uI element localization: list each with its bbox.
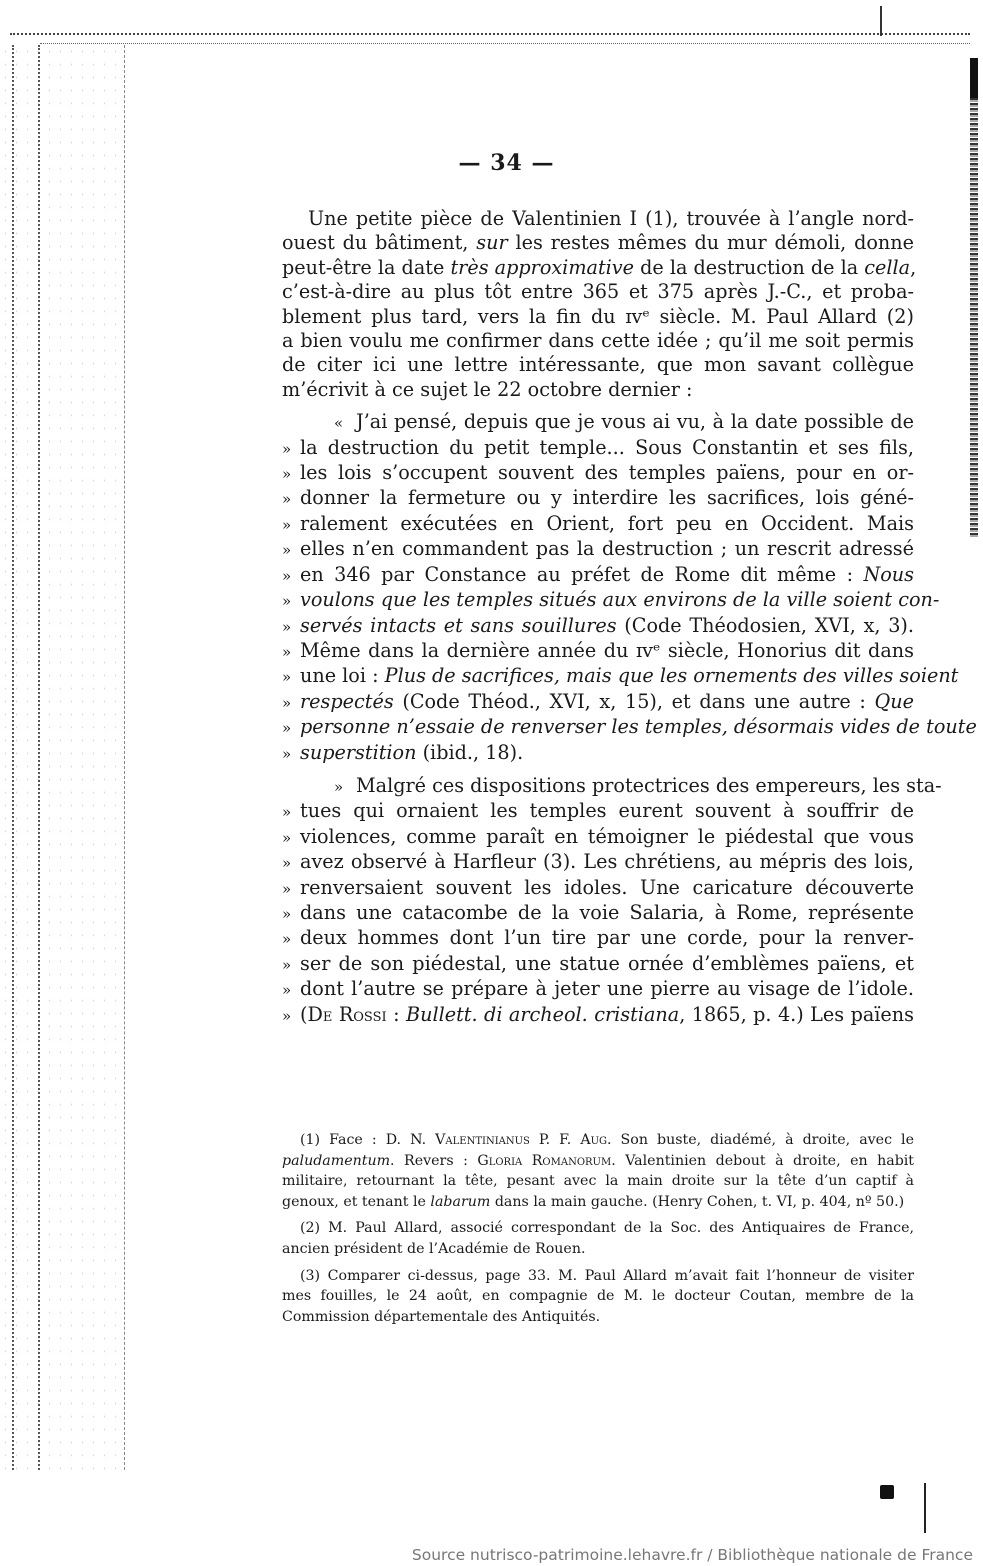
scan-speckle-margin — [0, 45, 124, 1470]
body-text — [282, 207, 977, 1028]
text-line: a bien voulu me confirmer dans cette idée ; qu’il me soit permis — [282, 329, 914, 353]
quote-line: » tues qui ornaient les temples eurent souvent à souffrir de — [308, 799, 914, 824]
text-line: c’est-à-dire au plus tôt entre 365 et 375 après J.-C., et proba- — [282, 280, 914, 304]
quote-line: » (De Rossi : Bullett. di archeol. cristiana, 1865, p. 4.) Les païens — [308, 1003, 914, 1028]
guillemet-mark: » — [282, 719, 292, 738]
text-line: ouest du bâtiment, sur les restes mêmes du mur démoli, donne — [282, 231, 915, 255]
footnotes — [282, 1130, 914, 1333]
scan-margin-line — [12, 45, 14, 1470]
footnote-line: mes fouilles, le 24 août, en compagnie de M. le docteur Coutan, membre de la — [282, 1288, 914, 1305]
quote-line: » les lois s’occupent souvent des temples païens, pour en or- — [308, 461, 914, 486]
guillemet-mark: » — [282, 955, 292, 974]
footnote-line: genoux, et tenant le labarum dans la main gauche. (Henry Cohen, t. VI, p. 404, nº 50.) — [282, 1193, 905, 1210]
italic-text: respectés — [300, 689, 394, 713]
italic-text: Nous — [863, 562, 914, 586]
quote-line: « J’ai pensé, depuis que je vous ai vu, à la date possible de — [308, 410, 914, 435]
text-line: peut-être la date très approximative de la destruction de la cella, — [282, 255, 917, 279]
italic-text: Plus de sacrifices, mais que les ornements des villes soient — [384, 664, 959, 688]
italic-text: servés intacts et sans souillures — [300, 613, 617, 637]
italic-text: paludamentum — [282, 1152, 391, 1169]
guillemet-mark: » — [282, 490, 292, 509]
italic-text: superstition — [300, 740, 417, 764]
italic-text: sur — [476, 231, 508, 255]
page-number: — 34 — — [458, 150, 555, 176]
scan-edge-strip-top — [970, 58, 978, 98]
small-caps-text: D. N. Valentinianus P. F. Aug. — [385, 1132, 612, 1148]
scan-border-top — [10, 33, 970, 35]
footnote-3 — [282, 1266, 914, 1328]
guillemet-mark: » — [282, 854, 292, 873]
quote-line: » dont l’autre se prépare à jeter une pierre au visage de l’idole. — [308, 977, 914, 1002]
guillemet-mark: » — [282, 803, 292, 822]
scan-margin-line — [38, 45, 40, 1470]
guillemet-mark: » — [282, 828, 292, 847]
scan-border-inner — [40, 43, 970, 44]
footnote-line: ancien président de l’Académie de Rouen. — [282, 1240, 586, 1257]
quote-line: » servés intacts et sans souillures (Code Théodosien, XVI, x, 3). — [308, 614, 914, 639]
quote-line: » Malgré ces dispositions protectrices des empereurs, les sta- — [308, 774, 914, 799]
guillemet-mark: » — [282, 617, 292, 636]
guillemet-mark: » — [282, 541, 292, 560]
text-line: de citer ici une lettre intéressante, que mon savant collègue — [282, 353, 914, 377]
italic-text: voulons que les temples situés aux environs de la ville soient con- — [300, 588, 940, 612]
guillemet-mark: » — [282, 879, 292, 898]
small-caps-text: De Rossi — [307, 1002, 387, 1026]
quote-line: » superstition (ibid., 18). — [308, 741, 914, 766]
footnote-line: paludamentum. Revers : Gloria Romanorum. Valentinien debout à droite, en habit — [282, 1152, 915, 1169]
italic-text: Que — [874, 689, 914, 713]
quote-line: » ser de son piédestal, une statue ornée d’emblèmes païens, et — [308, 952, 914, 977]
guillemet-mark: « — [334, 414, 344, 433]
source-credit: Source nutrisco-patrimoine.lehavre.fr / Bibliothèque nationale de France — [411, 1546, 973, 1564]
small-caps-text: Gloria Romanorum — [477, 1152, 612, 1169]
footnote-1 — [282, 1130, 914, 1212]
footnote-line: (1) Face : D. N. Valentinianus P. F. Aug. Son buste, diadémé, à droite, avec le — [300, 1132, 914, 1148]
quote-line: » dans une catacombe de la voie Salaria, à Rome, représente — [308, 901, 914, 926]
guillemet-mark: » — [282, 981, 292, 1000]
letter-quote-part1 — [282, 410, 977, 766]
letter-quote-part2 — [282, 773, 942, 1028]
guillemet-mark: » — [282, 439, 292, 458]
guillemet-mark: » — [282, 592, 292, 611]
guillemet-mark: » — [282, 515, 292, 534]
quote-line: » elles n’en commandent pas la destruction ; un rescrit adressé — [308, 537, 914, 562]
text-line: blement plus tard, vers la fin du ɪvᵉ siècle. M. Paul Allard (2) — [282, 304, 914, 328]
footnote-2 — [282, 1218, 914, 1259]
quote-line: » deux hommes dont l’un tire par une corde, pour la renver- — [308, 926, 914, 951]
quote-line: » avez observé à Harfleur (3). Les chrétiens, au mépris des lois, — [308, 850, 914, 875]
scan-margin-line — [124, 45, 125, 1470]
quote-line: » violences, comme paraît en témoigner le piédestal que vous — [308, 825, 914, 850]
italic-text: cella — [864, 255, 911, 279]
footnote-line: (3) Comparer ci-dessus, page 33. M. Paul Allard m’avait fait l’honneur de visiter — [300, 1267, 914, 1284]
footnote-line: (2) M. Paul Allard, associé correspondant de la Soc. des Antiquaires de France, — [300, 1220, 914, 1237]
quote-line: » donner la fermeture ou y interdire les sacrifices, lois géné- — [308, 486, 914, 511]
scan-mark-top — [880, 6, 882, 36]
guillemet-mark: » — [282, 642, 292, 661]
guillemet-mark: » — [282, 744, 292, 763]
guillemet-mark: » — [282, 1006, 292, 1025]
text-line: m’écrivit à ce sujet le 22 octobre dernier : — [282, 377, 693, 401]
quote-line: » la destruction du petit temple... Sous Constantin et ses fils, — [308, 436, 914, 461]
italic-text: très approximative — [450, 255, 634, 279]
scan-edge-strip — [970, 58, 978, 538]
quote-line: » en 346 par Constance au préfet de Rome dit même : Nous — [308, 563, 914, 588]
scan-mark-bottom — [880, 1485, 894, 1499]
quote-line: » renversaient souvent les idoles. Une caricature découverte — [308, 876, 914, 901]
guillemet-mark: » — [334, 777, 344, 796]
italic-text: labarum — [430, 1193, 491, 1210]
quote-line: » une loi : Plus de sacrifices, mais que les ornements des villes soient — [308, 664, 914, 689]
guillemet-mark: » — [282, 566, 292, 585]
quote-line: » Même dans la dernière année du ɪvᵉ siècle, Honorius dit dans — [308, 639, 914, 664]
quote-line — [282, 588, 940, 613]
quote-line: » ralement exécutées en Orient, fort peu en Occident. Mais — [308, 512, 914, 537]
guillemet-mark: » — [282, 904, 292, 923]
quote-line: » respectés (Code Théod., XVI, x, 15), et dans une autre : Que — [308, 690, 914, 715]
italic-text: personne n’essaie de renverser les temples, désormais vides de toute — [300, 715, 977, 739]
guillemet-mark: » — [282, 668, 292, 687]
text-line: Une petite pièce de Valentinien I (1), trouvée à l’angle nord- — [308, 207, 914, 230]
footnote-line: Commission départementale des Antiquités. — [282, 1308, 601, 1325]
guillemet-mark: » — [282, 693, 292, 712]
guillemet-mark: » — [282, 930, 292, 949]
footnote-line: militaire, retournant la tête, pesant avec la main droite sur la tête d’un captif à — [282, 1173, 914, 1190]
paragraph-intro — [282, 207, 917, 402]
guillemet-mark: » — [282, 465, 292, 484]
scan-mark-line — [924, 1483, 926, 1533]
italic-text: Bullett. di archeol. cristiana — [406, 1002, 680, 1026]
quote-line — [282, 715, 977, 740]
